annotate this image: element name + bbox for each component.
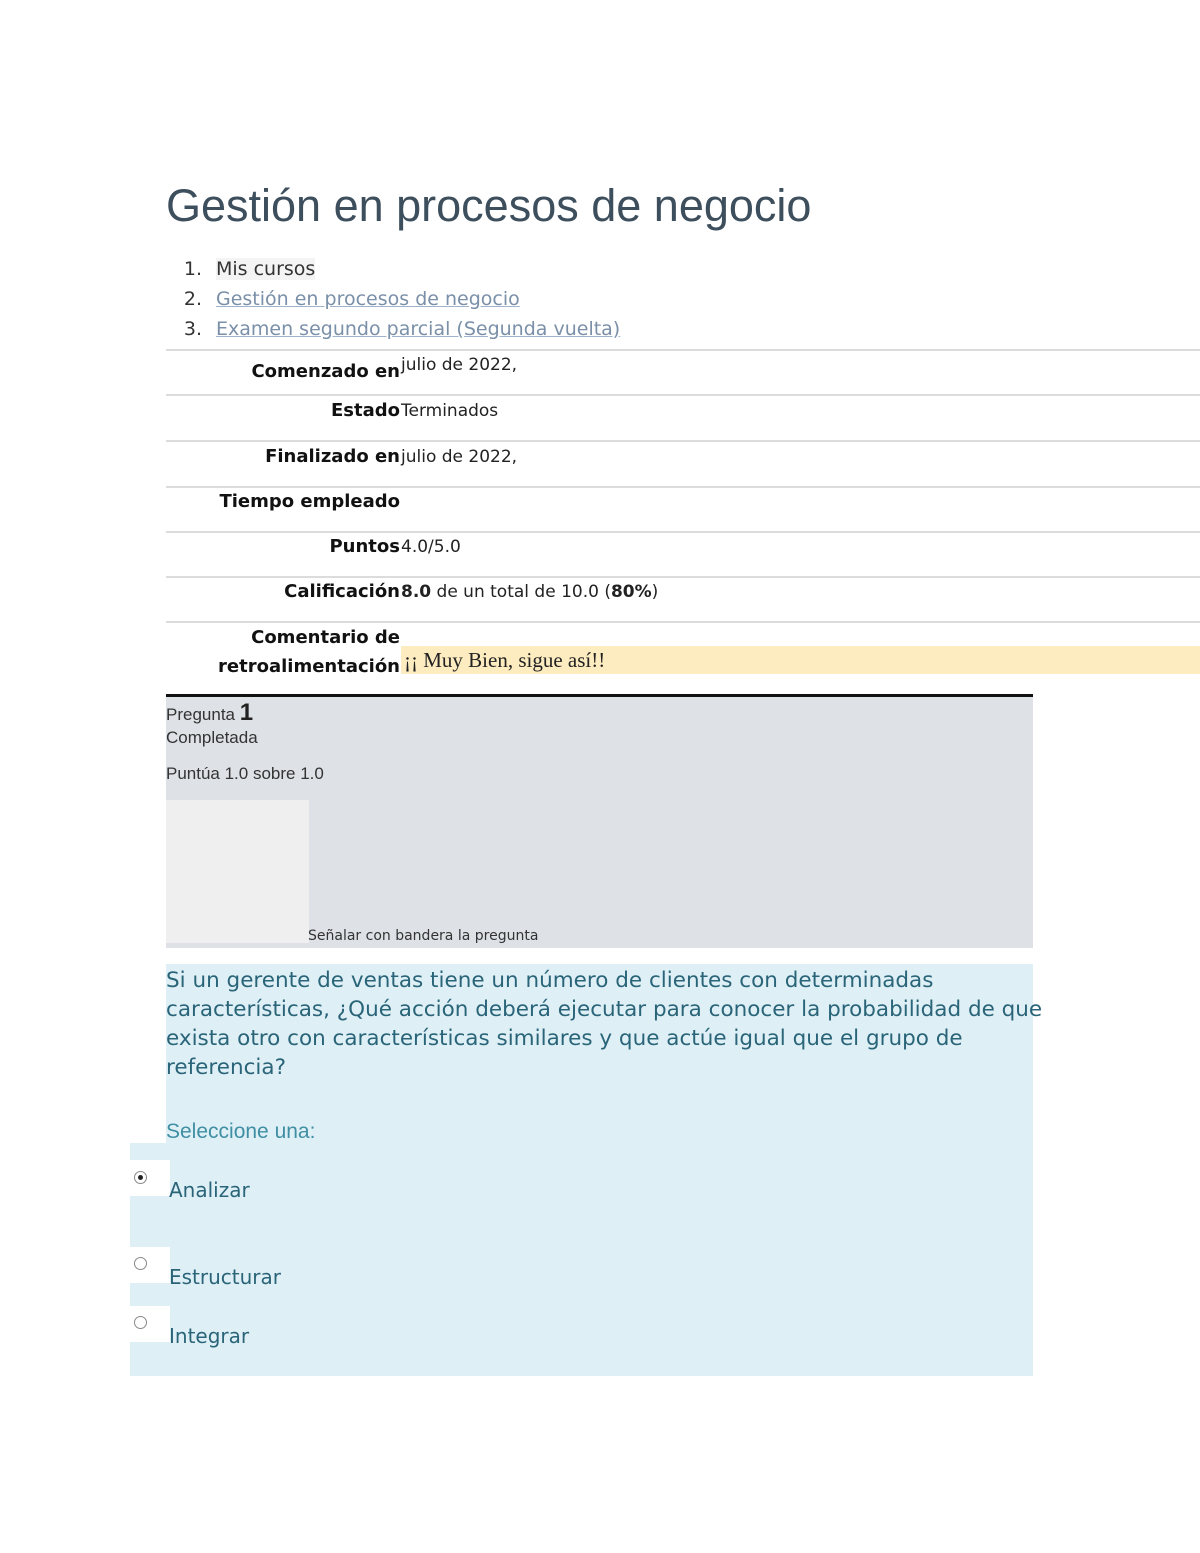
radio-integrar[interactable] [134,1316,147,1329]
grade-label: Calificación [284,581,400,602]
started-label: Comenzado en [251,361,400,382]
state-value: Terminados [401,401,499,421]
question-state: Completada [166,728,258,747]
flag-button-area[interactable] [166,800,309,943]
grade-value [401,582,658,602]
breadcrumb-label[interactable]: Mis cursos [216,258,316,280]
breadcrumb-item-exam[interactable] [166,318,620,348]
option-label-estructurar[interactable]: Estructurar [169,1265,282,1289]
started-value: julio de 2022, [401,355,518,375]
grade-total: de un total de 10.0 ( [431,582,611,602]
question-prefix: Pregunta [166,705,235,724]
grade-percent: 80% [610,582,652,602]
table-divider [166,349,1200,351]
question-text: Si un gerente de ventas tiene un número de clientes con determinadas características, ¿Qué acción deberá ejecutar para conocer la probabilidad de que exista otro con características similares y que actúe igual que el grupo de referencia? [166,968,1043,1080]
table-divider [166,576,1200,578]
table-divider [166,440,1200,442]
option-label-integrar[interactable]: Integrar [169,1324,250,1348]
question-score: Puntúa 1.0 sobre 1.0 [166,764,324,783]
question-number: 1 [239,699,254,726]
breadcrumb-link-course[interactable]: Gestión en procesos de negocio [216,288,520,310]
feedback-label-line2: retroalimentación [218,656,400,677]
table-divider [166,621,1200,623]
breadcrumb-number: 2. [183,288,202,310]
points-value: 4.0/5.0 [401,537,461,557]
finished-label: Finalizado en [265,446,400,467]
radio-estructurar[interactable] [134,1257,147,1270]
grade-close: ) [651,582,659,602]
table-divider [166,531,1200,533]
breadcrumb-number: 1. [183,258,202,280]
table-divider [166,394,1200,396]
table-divider [166,486,1200,488]
page-title: Gestión en procesos de negocio [166,180,812,231]
finished-value: julio de 2022, [401,447,518,467]
feedback-value: ¡¡ Muy Bien, sigue así!! [404,648,606,672]
radio-analizar[interactable] [134,1171,147,1184]
breadcrumb-number: 3. [183,318,202,340]
state-label: Estado [330,400,400,421]
points-label: Puntos [329,536,400,557]
breadcrumb-link-exam[interactable]: Examen segundo parcial (Segunda vuelta) [216,318,621,340]
breadcrumb-item-course[interactable] [166,288,520,318]
feedback-label-line1: Comentario de [251,627,400,648]
grade-score: 8.0 [401,582,432,602]
flag-question-link[interactable]: Señalar con bandera la pregunta [308,928,539,944]
breadcrumb-item-my-courses[interactable] [166,258,315,288]
select-prompt: Seleccione una: [166,1120,316,1143]
question-number-heading [166,699,253,727]
option-label-analizar[interactable]: Analizar [169,1178,250,1202]
time-label: Tiempo empleado [219,491,400,512]
